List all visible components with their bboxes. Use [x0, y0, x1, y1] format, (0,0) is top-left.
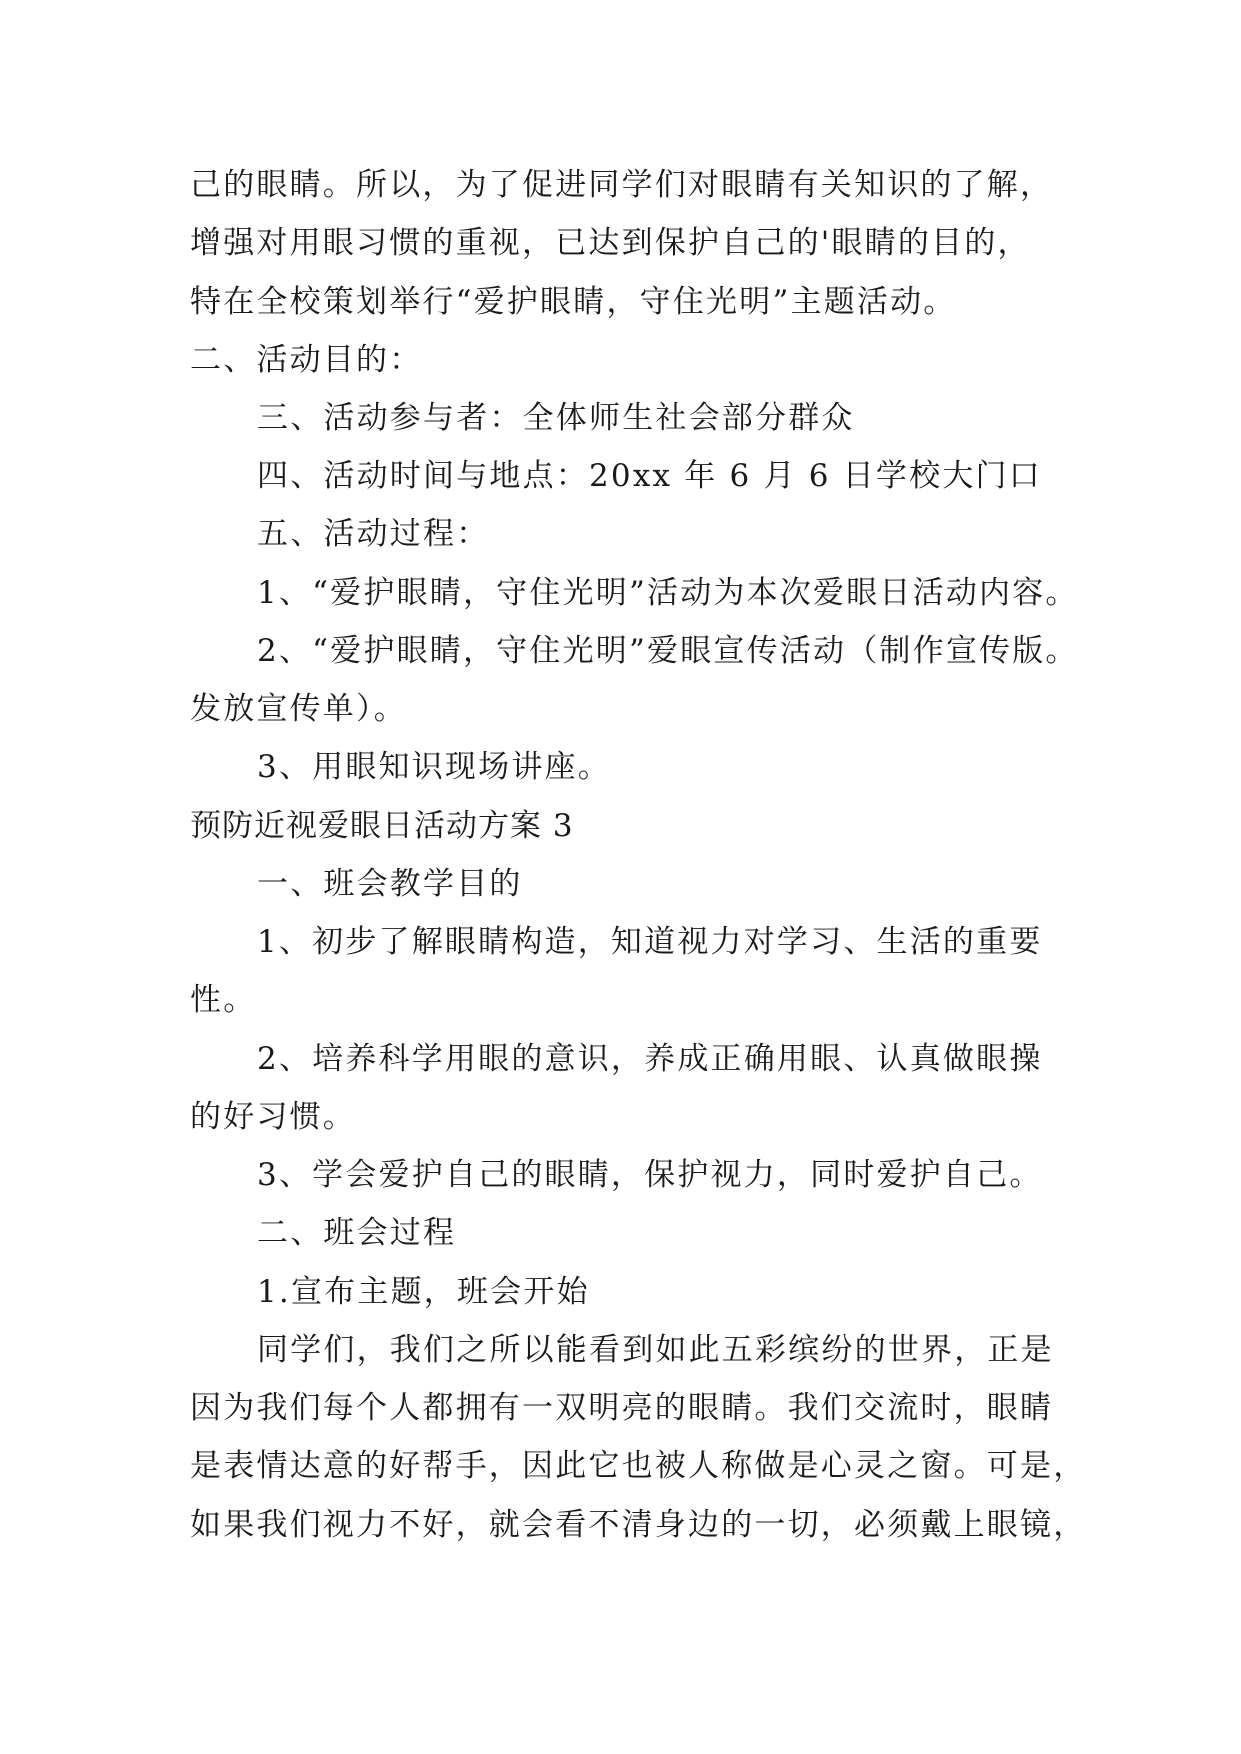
list-item: 1、“爱护眼睛，守住光明”活动为本次爱眼日活动内容。 [257, 575, 1079, 611]
plan-title: 预防近视爱眼日活动方案 3 [190, 808, 574, 844]
section-heading: 二、班会过程 [257, 1215, 457, 1251]
section-heading: 一、班会教学目的 [257, 866, 523, 902]
list-item: 2、培养科学用眼的意识，养成正确用眼、认真做眼操 [257, 1041, 1043, 1077]
paragraph-line: 如果我们视力不好，就会看不清身边的一切，必须戴上眼镜， [190, 1507, 1087, 1543]
list-item: 1、初步了解眼睛构造，知道视力对学习、生活的重要 [257, 924, 1043, 960]
list-item: 2、“爱护眼睛，守住光明”爱眼宣传活动（制作宣传版。 [257, 633, 1079, 669]
section-heading: 三、活动参与者：全体师生社会部分群众 [257, 400, 855, 436]
paragraph-line: 是表情达意的好帮手，因此它也被人称做是心灵之窗。可是， [190, 1448, 1087, 1484]
paragraph-line: 同学们，我们之所以能看到如此五彩缤纷的世界，正是 [257, 1332, 1054, 1368]
list-item-continuation: 性。 [190, 982, 257, 1018]
section-heading: 四、活动时间与地点：20xx 年 6 月 6 日学校大门口 [257, 458, 1042, 494]
list-item-continuation: 发放宣传单）。 [190, 691, 407, 727]
section-heading: 五、活动过程： [257, 516, 490, 552]
subsection-heading: 1.宣布主题，班会开始 [257, 1274, 590, 1310]
paragraph-line: 特在全校策划举行“爱护眼睛，守住光明”主题活动。 [190, 284, 957, 320]
paragraph-line: 因为我们每个人都拥有一双明亮的眼睛。我们交流时，眼睛 [190, 1390, 1054, 1426]
list-item-continuation: 的好习惯。 [190, 1099, 356, 1135]
list-item: 3、用眼知识现场讲座。 [257, 749, 611, 785]
list-item: 3、学会爱护自己的眼睛，保护视力，同时爱护自己。 [257, 1157, 1043, 1193]
paragraph-line: 己的眼睛。所以，为了促进同学们对眼睛有关知识的了解， [190, 167, 1054, 203]
section-heading: 二、活动目的： [190, 342, 423, 378]
paragraph-line: 增强对用眼习惯的重视，已达到保护自己的'眼睛的目的， [190, 225, 1031, 261]
